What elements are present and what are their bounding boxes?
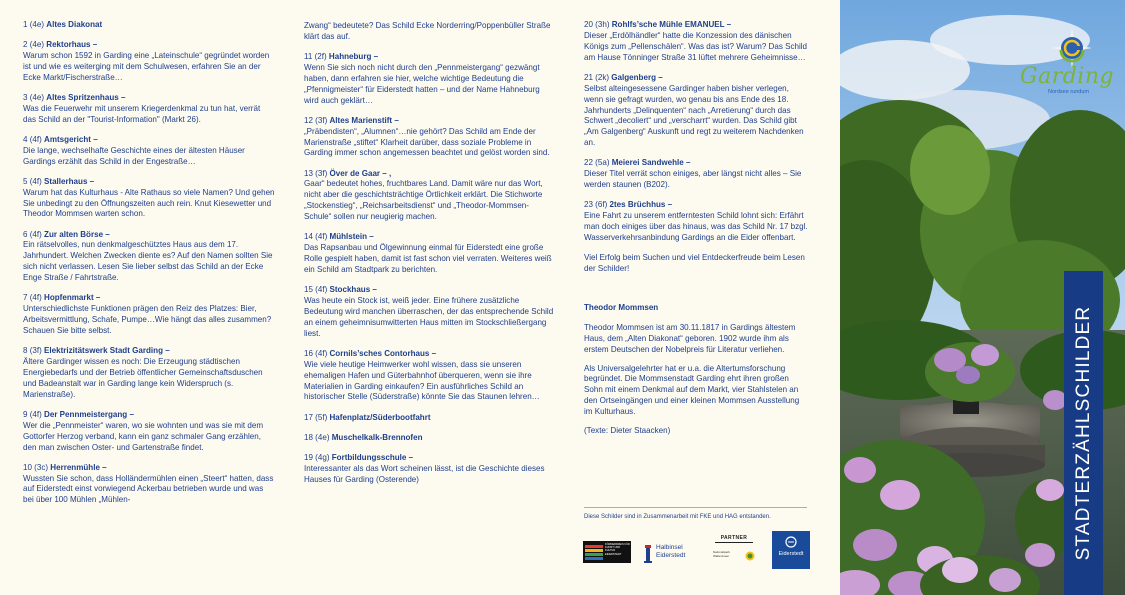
- entry-number: 6 (4f): [23, 229, 45, 239]
- column-2: [304, 21, 556, 495]
- fke-logo-text: FÖRDERKREIS FÜR KUNST UND KULTUR EIDERSTEDT: [605, 543, 630, 556]
- eiderstedt-logo-text: Eiderstedt: [778, 551, 804, 557]
- entry-title: Galgenberg –: [611, 72, 663, 82]
- closing-text: Viel Erfolg beim Suchen und viel Entdeckerfreude beim Lesen der Schilder!: [584, 253, 805, 273]
- entry-number: 22 (5a): [584, 158, 612, 168]
- entry-text: Eine Fahrt zu unserem entferntesten Schild lohnt sich: Erfährt man doch einiges über das hinaus, was das Schild Nr. 17 bzgl. Wasserverkehrsanbindung Gardings an die Eider offenbart.: [584, 211, 808, 242]
- sign-entry: [23, 177, 275, 221]
- entry-text: Warum schon 1592 in Garding eine „Lateinschule“ gegründet worden ist und wie es weiterging mit dem Schulwesen, erfahren Sie an der Ecke Markt/Fischerstraße…: [23, 51, 270, 82]
- entry-text: „Präbendisten“, „Alumnen“…nie gehört? Das Schild am Ende der Marienstraße „stiftet“ Klarheit darüber, dass soziale Probleme in Garding immer schon angemessen beachtet und gelöst worden sind.: [304, 126, 550, 158]
- column-3: [584, 20, 808, 437]
- entry-title: Altes Diakonat: [46, 20, 103, 29]
- entry-text: Wussten Sie schon, dass Holländermühlen einen „Steert“ hatten, dass auf Eiderstedt einst vorwiegend Ackerbau betrieben wurde und was bei über 100 Mühlen „Mühlen-: [23, 473, 274, 505]
- sign-entry: [23, 20, 275, 31]
- entry-text: Dieser „Erdölhändler“ hatte die Konzession des dänischen Königs zum „Pellenschälen“. Was das ist? Warum? Das Schild am Hause Tönninger Straße 31 lüftet mehrere Geheimnisse…: [584, 30, 808, 62]
- sign-entry: [304, 453, 556, 486]
- sign-entry: [23, 230, 275, 285]
- entry-text: Was heute ein Stock ist, weiß jeder. Eine frühere zusätzliche Bedeutung wird manchen überraschen, der das entsprechende Schild an einem geheimnisumwitterten Haus mitten im Stockschließergang liest.: [304, 295, 554, 338]
- column-1: [23, 20, 275, 515]
- entry-number: 18 (4e): [304, 432, 332, 442]
- entry-number: 4 (4f): [23, 134, 45, 144]
- entry-number: 8 (3f): [23, 346, 45, 356]
- fke-logo: [583, 541, 631, 563]
- entry-number: 1 (4e): [23, 20, 47, 29]
- sign-entry: [23, 293, 275, 337]
- entry-text: Unterschiedlichste Funktionen prägen den Reiz des Platzes: Bier, Arbeitsvermittlung, Schafe, Pumpe…Wie hängt das alles zusammen? Schauen Sie bitte selbst.: [23, 304, 272, 335]
- garding-logo-mark: [1052, 28, 1092, 68]
- partner-subtitle: Nationalpark Wattenmeer: [713, 550, 730, 558]
- mommsen-paragraph: Theodor Mommsen ist am 30.11.1817 in Gardings ältestem Haus, dem „Alten Diakonat“ geboren. 1902 wurde ihm als erstem Deutschen der Nobelpreis für Literatur verliehen.: [584, 322, 796, 354]
- nationalpark-partner-logo: [711, 535, 757, 571]
- entry-number: 12 (3f): [304, 115, 330, 125]
- entry-text: Wer die „Pennmeister“ waren, wo sie wohnten und was sie mit dem Gottorfer Herzog verband, kann ein ganz schmaler Gang erzählen, den man zwischen Oster- und Gartenstraße findet.: [23, 420, 264, 452]
- entry-number: 20 (3h): [584, 20, 612, 29]
- sign-entry: [23, 410, 275, 454]
- entry-title: Cornils’sches Contorhaus –: [329, 348, 437, 358]
- entry-number: 16 (4f): [304, 348, 330, 358]
- entry-text: Das Rapsanbau und Ölgewinnung einmal für Eiderstedt eine große Rolle gespielt haben, damit ist fast schon viel verraten. Weiteres weiß ein Schild am Stadtpark zu berichten.: [304, 243, 552, 274]
- entry-continuation: [304, 21, 556, 43]
- entry-number: 11 (2f): [304, 52, 329, 61]
- entry-title: Altes Spritzenhaus –: [46, 92, 126, 102]
- entry-number: 19 (4g): [304, 452, 332, 462]
- halbinsel-line1: Halbinsel: [656, 544, 683, 551]
- entry-title: Rohlfs’sche Mühle EMANUEL –: [611, 20, 732, 29]
- entry-title: Der Pennmeistergang –: [44, 409, 134, 419]
- garding-logo-text: Garding: [1020, 64, 1115, 89]
- halbinsel-eiderstedt-logo: [643, 544, 703, 564]
- entry-number: 17 (5f): [304, 412, 330, 422]
- sign-entry: [304, 413, 556, 424]
- entry-title: Meierei Sandwehle –: [611, 158, 691, 168]
- sign-entry: [304, 52, 556, 107]
- entry-title: Muschelkalk-Brennofen: [331, 432, 423, 442]
- entry-title: Hafenplatz/Süderbootfahrt: [329, 412, 431, 422]
- entry-number: 9 (4f): [23, 409, 45, 419]
- entry-title: 2tes Brüchhus –: [609, 200, 673, 210]
- sign-entry: [23, 40, 275, 84]
- garding-tagline: Nordsee rundum: [1048, 89, 1089, 95]
- entry-number: 7 (4f): [23, 293, 45, 303]
- sign-entry: [304, 116, 556, 160]
- entry-text: Selbst alteingesessene Gardinger haben bisher verlegen, wenn sie gefragt wurden, wo genau bis ans Ende des 18. Jahrhunderts „Delinquenten“ nach „Arretierung“ durch das Schwert „decoliert“ und „verscharrt“ wurden. Das Schild gibt „Am Galgenberg“ Auskunft und regt zu weiterem Nachdenken an.: [584, 83, 804, 148]
- sign-entry: [584, 200, 808, 244]
- entry-text: Zwang“ bedeutete? Das Schild Ecke Norderring/Poppenbüller Straße klärt das auf.: [304, 21, 551, 41]
- sign-entry: [23, 93, 275, 126]
- entry-title: Mühlstein –: [329, 232, 374, 242]
- banner-title: STADTERZÄHLSCHILDER: [1073, 305, 1094, 561]
- entry-number: 15 (4f): [304, 285, 330, 295]
- sign-entry: [584, 158, 808, 191]
- entry-title: Altes Marienstift –: [329, 115, 399, 125]
- sign-entry: [304, 349, 556, 404]
- entry-number: 10 (3c): [23, 462, 51, 472]
- entry-title: Hahneburg –: [328, 52, 379, 61]
- entry-text: Wenn Sie sich noch nicht durch den „Pennmeistergang“ gezwängt haben, dann erfahren sie hier, welche wichtige Bedeutung die „Pfennigmeister“ für Eiderstedt hatten – und der Name Hahneburg wird auch geklärt…: [304, 62, 540, 105]
- sign-entry: [23, 346, 275, 401]
- entry-number: 21 (2k): [584, 72, 612, 82]
- entry-number: 5 (4f): [23, 176, 45, 186]
- entry-title: Fortbildungsschule –: [331, 452, 414, 462]
- sign-entry: [304, 169, 556, 224]
- partner-logos: [583, 531, 813, 571]
- entry-number: 23 (6f): [584, 200, 610, 210]
- entry-title: Stockhaus –: [329, 285, 377, 295]
- nationalpark-icon: [745, 551, 755, 561]
- eiderstedt-logo: [772, 531, 810, 569]
- mommsen-heading: Theodor Mommsen: [584, 302, 659, 312]
- entry-title: Amtsgericht –: [44, 134, 98, 144]
- entry-title: Herrenmühle –: [50, 462, 107, 472]
- entry-text: Warum hat das Kulturhaus - Alte Rathaus so viele Namen? Und gehen Sie unbedingt zu den Öffnungszeiten auch rein. Knut Kiesewetter und Theodor Mommsen warten schon.: [23, 187, 275, 219]
- entry-title: Zur alten Börse –: [44, 229, 110, 239]
- sign-entry: [304, 433, 556, 444]
- mommsen-credit: (Texte: Dieter Staacken): [584, 426, 671, 436]
- entry-number: 13 (3f): [304, 168, 330, 178]
- entry-title: Elektrizitätswerk Stadt Garding –: [44, 346, 170, 356]
- entry-text: Dieser Titel verrät schon einiges, aber längst nicht alles – Sie werden staunen (B202).: [584, 169, 802, 190]
- entry-text: Interessanter als das Wort scheinen lässt, ist die Geschichte dieses Hauses für Garding (Osterende): [304, 463, 545, 484]
- entry-text: Gaar“ bedeutet hohes, fruchtbares Land. Damit wäre nur das Wort, nicht aber die geschichtsträchtige Örtlichkeit erklärt. Die Stichworte „Stockenstieg“, „Reichsarbeitsdienst“ und „Theodor-Mommsen-Schule“ sollen nur neugierig machen.: [304, 179, 543, 222]
- entry-number: 3 (4e): [23, 92, 47, 102]
- sign-entry: [584, 20, 808, 64]
- mommsen-paragraph: Als Universalgelehrter hat er u.a. die Altertumsforschung begründet. Die Mommsenstadt Garding ehrt ihren großen Sohn mit einem Denkmal auf dem Markt, vier Stahlstelen an den Ortseingängen und einer kleinen Mommsen Ausstellung im Kulturhaus.: [584, 363, 800, 417]
- entry-text: Wie viele heutige Heimwerker wohl wissen, dass sie unseren ehemaligen Hafen und Güterbahnhof überqueren, wenn sie ihre Materialien in Garding einkaufen? Ein ausführliches Schild an historischer Stelle (Süderstraße) könnte Sie das Staunen lehren…: [304, 359, 540, 402]
- partner-title: PARTNER: [720, 535, 748, 541]
- entry-title: Rektorhaus –: [46, 40, 98, 50]
- halbinsel-line2: Eiderstedt: [656, 551, 686, 559]
- sign-entry: [23, 135, 275, 168]
- entry-text: Die lange, wechselhafte Geschichte eines der ältesten Häuser Gardings erzählt das Schild in der Engestraße…: [23, 145, 245, 166]
- entry-text: Ältere Gardinger wissen es noch: Die Erzeugung städtischen Energiebedarfs und der Betrieb öffentlicher Gemeinschaftsduschen und Badeanstalt war in Garding lange kein Widerspruch (s. Marienstraße).: [23, 356, 263, 399]
- sign-entry: [23, 463, 275, 507]
- partner-note: Diese Schilder sind in Zusammenarbeit mit FKE und HAG entstanden.: [584, 514, 771, 520]
- entry-number: 14 (4f): [304, 232, 330, 242]
- sign-entry: [584, 73, 808, 149]
- entry-text: Was die Feuerwehr mit unserem Kriegerdenkmal zu tun hat, verrät das Schild an der "Tourist-Information" (Markt 26).: [23, 103, 261, 124]
- divider: [584, 507, 807, 508]
- sign-entry: [304, 232, 556, 276]
- sign-entry: [304, 285, 556, 340]
- entry-title: Stallerhaus –: [44, 176, 95, 186]
- entry-title: Hopfenmarkt –: [44, 293, 101, 303]
- entry-number: 2 (4e): [23, 40, 47, 50]
- entry-text: Ein rätselvolles, nun denkmalgeschütztes Haus aus dem 17. Jahrhundert. Welchen Zwecken diente es? Auf den Namen sollten Sie sich nicht verlassen. Lesen Sie lieber selbst das Schild an der Ecke Enge Straße / Fahrtstraße.: [23, 240, 273, 283]
- entry-title: Över de Gaar – ,: [329, 168, 392, 178]
